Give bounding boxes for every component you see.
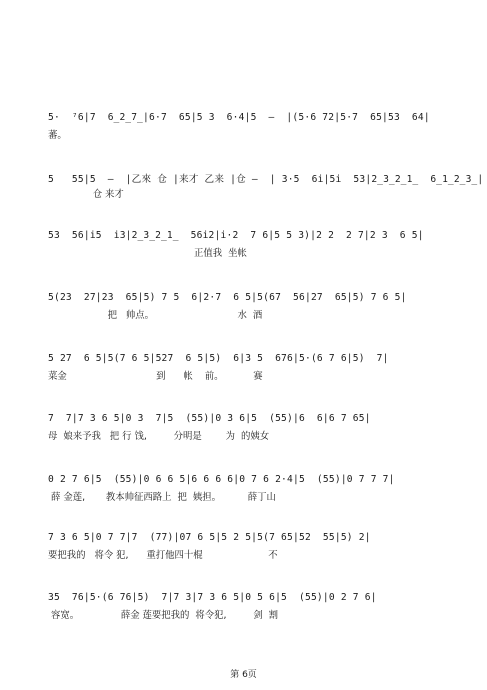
staff-line-5 xyxy=(48,353,468,413)
page-number: 第 6页 xyxy=(230,670,257,680)
lyrics-line: 正值我 坐帐 xyxy=(48,248,247,259)
notation-line: 7 7|7 3 6 5|0 3 7|5 (55)|0 3 6|5 (55)|6 6|6 7 65| xyxy=(48,413,371,424)
notation-line: 35 76|5·(6 76|5) 7|7 3|7 3 6 5|0 5 6|5 (55)|0 2 7 6| xyxy=(48,592,377,603)
staff-line-9 xyxy=(48,592,468,652)
lyrics-line: 菜金 到 帐 前。 赛 xyxy=(48,371,263,382)
staff-line-1 xyxy=(48,112,468,172)
staff-line-3 xyxy=(48,230,468,290)
notation-line: 5(23 27|23 65|5) 7 5 6|2·7 6 5|5(67 56|27 65|5) 7 6 5| xyxy=(48,292,407,303)
notation-line: 5 55|5 – |乙來 仓 |来才 乙来 |仓 – | 3·5 6i|5i 53|2̲3̲2̲1̲ 6̲1̲2̲3̲| xyxy=(48,174,484,185)
notation-line: 5· ⁷6|7 6̲2̲7̲|6·7 65|5 3 6·4|5 – |(5·6 72|5·7 65|53 64| xyxy=(48,112,430,123)
lyrics-line: 母 娘来予我 把 行 饯, 分明是 为 的姨女 xyxy=(48,431,270,442)
lyrics-line: 容宽。 薛金 莲要把我的 将令犯, 剑 割 xyxy=(48,610,279,621)
lyrics-line: 仓 来才 xyxy=(48,189,124,200)
lyrics-line: 要把我的 将令 犯, 重打他四十棍 不 xyxy=(48,550,278,561)
staff-line-4 xyxy=(48,292,468,352)
staff-line-6 xyxy=(48,413,468,473)
staff-line-7 xyxy=(48,474,468,534)
lyrics-line: 薛 金莲, 教本帅征西路上 把 姨担。 薛丁山 xyxy=(48,492,276,503)
notation-line: 0 2 7 6|5 (55)|0 6 6 5|6 6 6 6|0 7 6 2·4|5 (55)|0 7 7 7| xyxy=(48,474,395,485)
staff-line-2 xyxy=(48,171,484,231)
notation-line: 53 56|i5 i3|2̲3̲2̲1̲ 56i2|i·2 7 6|5 5 3)|2 2 2 7|2 3 6 5| xyxy=(48,230,424,241)
notation-line: 7 3 6 5|0 7 7|7 (77)|07 6 5|5 2 5|5(7 65|52 55|5) 2| xyxy=(48,532,371,543)
lyrics-line: 蕃。 xyxy=(48,130,67,141)
staff-line-8 xyxy=(48,532,468,592)
notation-line: 5 27 6 5|5(7 6 5|527 6 5|5) 6|3 5 676|5·(6 7 6|5) 7| xyxy=(48,353,389,364)
lyrics-line: 把 帅点。 水 酒 xyxy=(48,310,263,321)
